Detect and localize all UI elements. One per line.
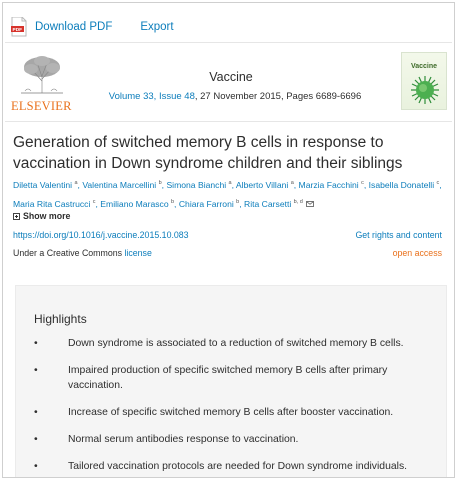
list-item: • Down syndrome is associated to a reduction of switched memory B cells.: [34, 338, 404, 349]
bullet: •: [34, 434, 38, 445]
author-link[interactable]: Rita Carsetti $^{b, d}$: [244, 198, 303, 209]
virus-cover-image: [410, 75, 440, 105]
list-item: • Tailored vaccination protocols are needed for Down syndrome individuals.: [34, 461, 408, 472]
elsevier-wordmark: ELSEVIER: [11, 99, 72, 113]
author-link[interactable]: Simona Bianchi $^a$: [166, 179, 232, 190]
bullet: •: [34, 407, 38, 418]
date-pages: , 27 November 2015, Pages 6689-6696: [194, 91, 362, 102]
show-more-button[interactable]: [13, 211, 70, 221]
bullet: •: [34, 461, 38, 472]
pdf-icon[interactable]: [11, 17, 27, 37]
rights-link[interactable]: Get rights and content: [355, 230, 442, 240]
license-line: [13, 248, 152, 258]
author-link[interactable]: Maria Rita Castrucci $^c$: [13, 198, 96, 209]
download-pdf-link[interactable]: Download PDF: [35, 21, 113, 33]
pdf-icon-label: PDF: [12, 27, 23, 33]
license-link[interactable]: license: [124, 248, 152, 258]
author-list: Diletta Valentini $^a$, Valentina Marcellini $^b$, Simona Bianchi $^a$, Alberto Villani $^a$, Marzia Facchini $^c$, Isabella Donatelli $^c$, Maria Rita Castrucci $^c$, Emiliano Marasco $^b$, Chiara Farroni $^b$, Rita Carsetti $^{b, d}$: [13, 175, 453, 213]
export-link[interactable]: Export: [140, 21, 174, 33]
bullet: •: [34, 365, 38, 376]
journal-meta: [95, 91, 375, 102]
cover-title: Vaccine: [410, 63, 438, 70]
author-link[interactable]: Isabella Donatelli $^c$: [368, 179, 440, 190]
article-title: Generation of switched memory B cells in response to vaccination in Down syndrome children and their siblings: [13, 134, 403, 172]
highlights-list: [34, 336, 434, 478]
author-link[interactable]: Marzia Facchini $^c$: [298, 179, 364, 190]
doi-link[interactable]: https://doi.org/10.1016/j.vaccine.2015.10.083: [13, 230, 189, 240]
license-prefix: Under a Creative Commons: [13, 248, 125, 258]
author-link[interactable]: Chiara Farroni $^b$: [178, 198, 240, 209]
author-link[interactable]: Alberto Villani $^a$: [235, 179, 294, 190]
divider: [5, 42, 452, 43]
journal-title[interactable]: Vaccine: [209, 70, 253, 84]
volume-issue-link[interactable]: Volume 33, Issue 48: [108, 91, 195, 102]
author-link[interactable]: Emiliano Marasco $^b$: [100, 198, 175, 209]
list-item: • Increase of specific switched memory B cells after booster vaccination.: [34, 407, 394, 418]
author-link[interactable]: Diletta Valentini $^a$: [13, 179, 78, 190]
open-access-badge: open access: [392, 248, 442, 258]
article-page: [2, 2, 455, 478]
mail-icon[interactable]: [306, 196, 314, 213]
highlights-title: Highlights: [34, 312, 87, 326]
toolbar: [11, 15, 174, 39]
list-item: • Impaired production of specific switched memory B cells after primary vaccination.: [34, 365, 388, 391]
highlights-panel: [15, 285, 447, 478]
journal-cover[interactable]: [401, 52, 447, 110]
author-link[interactable]: Valentina Marcellini $^b$: [82, 179, 162, 190]
plus-icon: [13, 213, 20, 220]
bullet: •: [34, 338, 38, 349]
list-item: • Normal serum antibodies response to vaccination.: [34, 434, 299, 445]
show-more-label: Show more: [23, 211, 71, 221]
divider: [5, 121, 452, 122]
